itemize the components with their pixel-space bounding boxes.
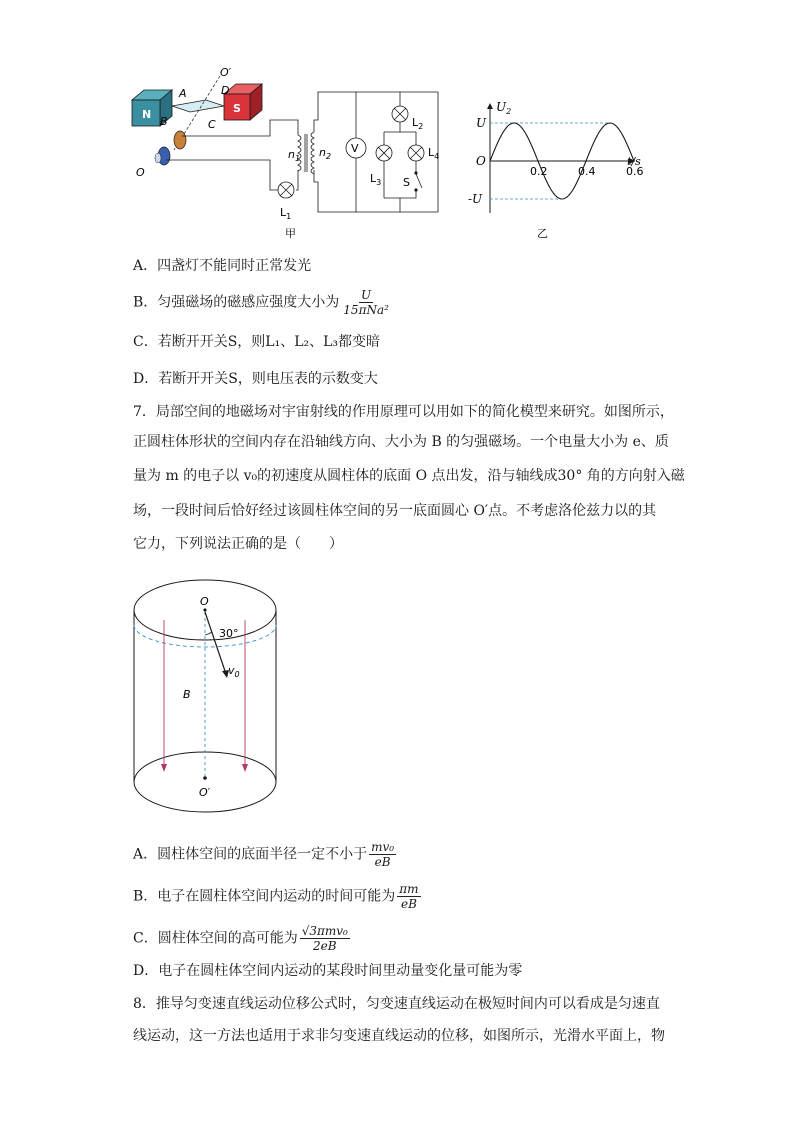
y-tick-label-u: U — [476, 116, 487, 130]
y-tick-label-minus-u: -U — [468, 192, 483, 206]
transformer — [298, 132, 314, 174]
q8-line-1: 8．推导匀变速直线运动位移公式时，匀变速直线运动在极短时间内可以看成是匀速直 — [133, 996, 660, 1012]
switch-s — [403, 171, 422, 191]
lamp-l1 — [278, 182, 294, 221]
svg-text:V: V — [351, 142, 359, 155]
svg-text:L3: $L_3$ — [370, 172, 382, 187]
label-b: B — [183, 688, 191, 701]
svg-text:D: D — [221, 84, 230, 97]
x-tick-label: 0.6 — [626, 165, 644, 178]
q6-option-a: A．四盏灯不能同时正常发光 — [133, 258, 312, 274]
cylinder-figure — [125, 570, 295, 830]
q7-line-4: 场，一段时间后恰好经过该圆柱体空间的另一底面圆心 O′点。不考虑洛伦兹力以的其 — [133, 503, 657, 519]
q7-line-2: 正圆柱体形状的空间内存在沿轴线方向、大小为 B 的匀强磁场。一个电量大小为 e、质 — [133, 434, 669, 450]
q7-a-fraction: $\frac{\text{mv₀}}{eB}$ — [371, 840, 395, 869]
q6-option-d: D．若断开开关S，则电压表的示数变大 — [133, 371, 378, 387]
magnet-s — [224, 84, 262, 120]
magnet-n-label: N — [142, 108, 152, 121]
caption-left: 甲 — [285, 227, 296, 240]
svg-text:O: O — [136, 166, 145, 179]
q6-option-c: C．若断开开关S，则L₁、L₂、L₃都变暗 — [133, 334, 381, 350]
lamp-l2 — [392, 106, 423, 131]
label-o-prime: O′ — [199, 786, 211, 799]
q7-option-c: C．圆柱体空间的高可能为 $\frac{\text{√3πmv₀}}{2eB}$ — [133, 924, 348, 953]
svg-text:A: A — [179, 87, 187, 100]
q7-line-3: 量为 m 的电子以 v₀的初速度从圆柱体的底面 O 点出发，沿与轴线成30° 角的方向射入磁 — [133, 468, 685, 484]
svg-text:S: S — [403, 176, 410, 189]
label-v0: $v_0$ — [228, 664, 240, 679]
voltmeter — [346, 138, 366, 158]
q7-line-5: 它力，下列说法正确的是（ ） — [133, 536, 343, 552]
wave-chart — [455, 95, 655, 245]
n2-label: $n_2$ — [319, 146, 332, 161]
generator-circuit-figure — [120, 60, 460, 240]
lamp-l4 — [408, 145, 439, 161]
y-axis-label: $U_2$ — [496, 100, 512, 116]
label-o: O — [200, 595, 209, 608]
q7-option-b: B．电子在圆柱体空间内运动的时间可能为 $\frac{\pi m}{eB}$ — [133, 882, 419, 911]
svg-text:B: B — [160, 115, 168, 128]
y-axis-arrow — [487, 103, 493, 109]
q6-option-b: B．匀强磁场的磁感应强度大小为 $\frac{U}{\text{15πNa²}}$ — [133, 288, 389, 317]
q7-option-a: A．圆柱体空间的底面半径一定不小于 $\frac{\text{mv₀}}{eB}$ — [133, 840, 395, 869]
q6-b-fraction: $\frac{U}{\text{15πNa²}}$ — [343, 288, 389, 317]
velocity-arrow — [205, 612, 226, 674]
q7-option-d: D．电子在圆柱体空间内运动的某段时间里动量变化量可能为零 — [133, 963, 523, 979]
q8-line-2: 线运动，这一方法也适用于求非匀变速直线运动的位移，如图所示，光滑水平面上，物 — [133, 1028, 665, 1044]
svg-text:L2: $L_2$ — [412, 116, 424, 131]
q7-b-fraction: $\frac{\pi m}{eB}$ — [399, 882, 419, 911]
x-tick-label: 0.2 — [530, 165, 548, 178]
svg-text:L1: $L_1$ — [280, 206, 292, 221]
svg-text:O′: O′ — [220, 66, 232, 79]
origin-label: O — [476, 154, 486, 168]
svg-text:L4: $L_4$ — [428, 146, 440, 161]
q7-c-fraction: $\frac{\text{√3πmv₀}}{2eB}$ — [301, 924, 348, 953]
n1-label: $n_1$ — [288, 148, 301, 163]
label-angle: 30° — [219, 627, 239, 640]
caption-right: 乙 — [537, 227, 548, 240]
q7-line-1: 7．局部空间的地磁场对宇宙射线的作用原理可以用如下的简化模型来研究。如图所示， — [133, 404, 674, 420]
svg-text:C: C — [208, 118, 216, 131]
x-tick-label: 0.4 — [578, 165, 596, 178]
lamp-l3 — [370, 145, 392, 187]
magnet-s-label: S — [233, 102, 241, 115]
x-axis-label: t/s — [627, 155, 641, 168]
